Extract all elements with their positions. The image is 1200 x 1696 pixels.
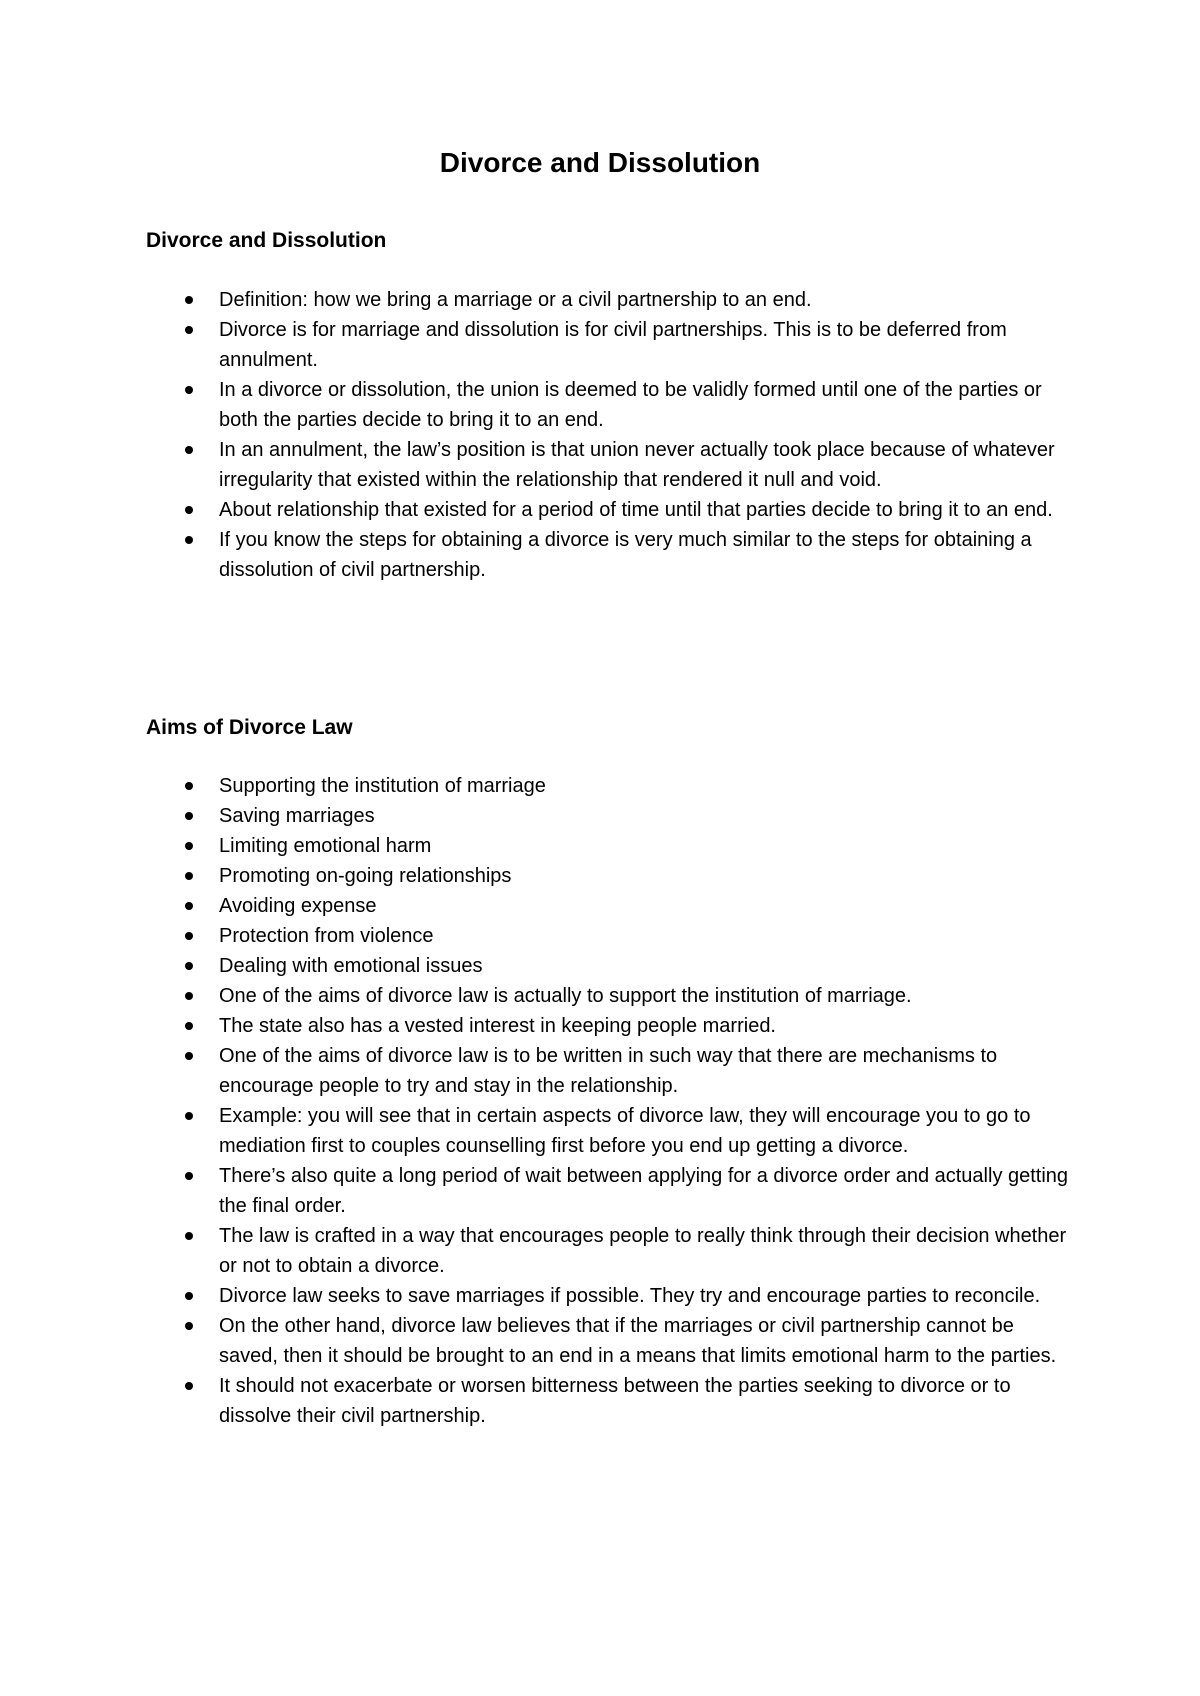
- list-item-text: On the other hand, divorce law believes that if the marriages or civil partnership cannot be saved, then it should be brought to an end in a means that limits emotional harm to the parties.: [219, 1315, 1057, 1367]
- bullet-icon: [185, 812, 193, 820]
- list-item-text: Example: you will see that in certain aspects of divorce law, they will encourage you to go to mediation first to couples counselling first before you end up getting a divorce.: [219, 1105, 1031, 1157]
- list-item-text: Supporting the institution of marriage: [219, 775, 546, 797]
- list-item: [0, 1011, 1069, 1041]
- bullet-icon: [185, 446, 193, 454]
- bullet-icon: [185, 1232, 193, 1240]
- list-item-text: Divorce law seeks to save marriages if possible. They try and encourage parties to reconcile.: [219, 1285, 1041, 1307]
- bullet-icon: [185, 536, 193, 544]
- list-item-text: It should not exacerbate or worsen bitterness between the parties seeking to divorce or to dissolve their civil partnership.: [219, 1375, 1011, 1427]
- list-item-text: Promoting on-going relationships: [219, 865, 512, 887]
- list-item: [0, 1041, 1069, 1101]
- list-item-text: One of the aims of divorce law is to be written in such way that there are mechanisms to encourage people to try and stay in the relationship.: [219, 1045, 998, 1097]
- bullet-icon: [185, 1052, 193, 1060]
- list-item-text: In an annulment, the law’s position is that union never actually took place because of whatever irregularity that existed within the relationship that rendered it null and void.: [219, 439, 1055, 491]
- list-item-text: Definition: how we bring a marriage or a civil partnership to an end.: [219, 289, 812, 311]
- list-item: [0, 951, 1069, 981]
- bullet-icon: [185, 386, 193, 394]
- section-heading-aims-of-divorce-law: Aims of Divorce Law: [146, 716, 353, 739]
- list-item: [0, 1371, 1069, 1431]
- list-item: [0, 375, 1069, 435]
- list-item-text: Saving marriages: [219, 805, 375, 827]
- bullet-list-aims-of-divorce-law: [0, 771, 1200, 1431]
- list-item-text: There’s also quite a long period of wait between applying for a divorce order and actually getting the final order.: [219, 1165, 1069, 1217]
- list-item: [0, 495, 1069, 525]
- bullet-icon: [185, 296, 193, 304]
- list-item-text: Limiting emotional harm: [219, 835, 432, 857]
- bullet-icon: [185, 932, 193, 940]
- page-title: Divorce and Dissolution: [439, 147, 761, 178]
- list-item: [0, 801, 1069, 831]
- list-item: [0, 1281, 1069, 1311]
- list-item: [0, 1161, 1069, 1221]
- list-item: [0, 891, 1069, 921]
- bullet-icon: [185, 902, 193, 910]
- list-item-text: Divorce is for marriage and dissolution is for civil partnerships. This is to be deferred from annulment.: [219, 319, 1007, 371]
- bullet-list-divorce-and-dissolution: [0, 285, 1200, 585]
- list-item: [0, 285, 1069, 315]
- list-item-text: In a divorce or dissolution, the union is deemed to be validly formed until one of the parties or both the parties decide to bring it to an end.: [219, 379, 1042, 431]
- bullet-icon: [185, 962, 193, 970]
- list-item: [0, 1221, 1069, 1281]
- list-item-text: Dealing with emotional issues: [219, 955, 483, 977]
- bullet-icon: [185, 1112, 193, 1120]
- list-item-text: One of the aims of divorce law is actually to support the institution of marriage.: [219, 985, 912, 1007]
- list-item: [0, 1101, 1069, 1161]
- bullet-icon: [185, 506, 193, 514]
- list-item: [0, 435, 1069, 495]
- bullet-icon: [185, 842, 193, 850]
- list-item-text: The law is crafted in a way that encourages people to really think through their decision whether or not to obtain a divorce.: [219, 1225, 1067, 1277]
- bullet-icon: [185, 1292, 193, 1300]
- list-item: [0, 1311, 1069, 1371]
- bullet-icon: [185, 1172, 193, 1180]
- bullet-icon: [185, 326, 193, 334]
- bullet-icon: [185, 1382, 193, 1390]
- list-item: [0, 861, 1069, 891]
- bullet-icon: [185, 872, 193, 880]
- bullet-icon: [185, 992, 193, 1000]
- list-item: [0, 981, 1069, 1011]
- list-item-text: The state also has a vested interest in keeping people married.: [219, 1015, 776, 1037]
- section-heading-divorce-and-dissolution: Divorce and Dissolution: [146, 229, 387, 252]
- list-item: [0, 525, 1069, 585]
- list-item-text: If you know the steps for obtaining a divorce is very much similar to the steps for obtaining a dissolution of civil partnership.: [219, 529, 1032, 581]
- bullet-icon: [185, 1022, 193, 1030]
- list-item: [0, 921, 1069, 951]
- list-item: [0, 315, 1069, 375]
- bullet-icon: [185, 1322, 193, 1330]
- bullet-icon: [185, 782, 193, 790]
- list-item-text: About relationship that existed for a period of time until that parties decide to bring it to an end.: [219, 499, 1053, 521]
- list-item-text: Avoiding expense: [219, 895, 377, 917]
- list-item: [0, 831, 1069, 861]
- list-item-text: Protection from violence: [219, 925, 434, 947]
- list-item: [0, 771, 1069, 801]
